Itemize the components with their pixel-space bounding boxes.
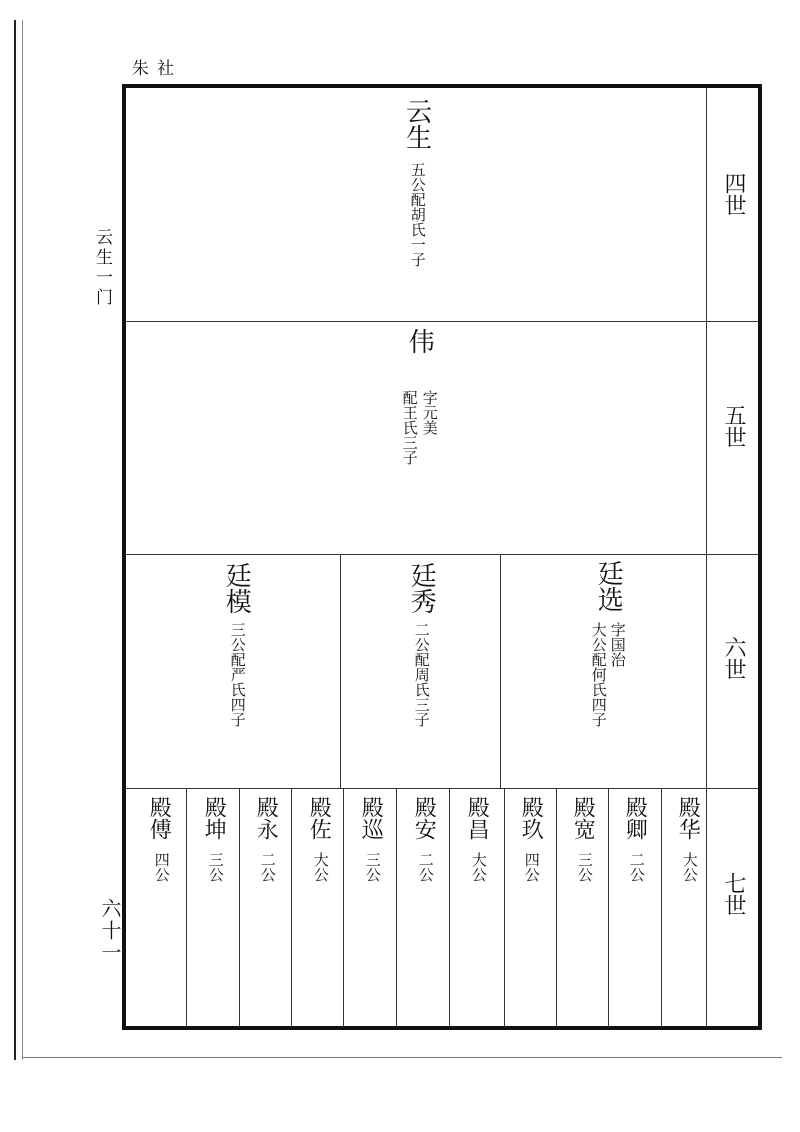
person-note: 三公 <box>575 852 594 882</box>
person-note: 四公 <box>152 852 171 882</box>
generation-label-5: 五世 <box>721 404 746 448</box>
generation-label-4: 四世 <box>721 172 746 216</box>
gen7-person-name: 殿坤 <box>201 796 227 840</box>
gen7-person-name: 殿华 <box>675 796 701 840</box>
gen7-divider <box>186 788 187 1026</box>
generation-label-6: 六世 <box>721 636 746 680</box>
person-note: 字国治 <box>608 622 627 667</box>
gen7-person-name: 殿巡 <box>358 796 384 840</box>
gen7-divider <box>239 788 240 1026</box>
generation-column-divider <box>706 88 707 1026</box>
page-number: 六十一 <box>98 898 122 964</box>
person-note: 二公配周氏三子 <box>412 622 431 727</box>
branch-side-label: 云生一门 <box>92 228 112 308</box>
gen7-person-name: 殿玖 <box>518 796 544 840</box>
person-note: 大公配何氏四子 <box>589 622 608 727</box>
gen7-person-name: 殿永 <box>253 796 279 840</box>
gen7-divider <box>661 788 662 1026</box>
gen5-person-name: 伟 <box>404 328 435 354</box>
page-bottom-edge <box>22 1057 782 1058</box>
gen7-divider <box>396 788 397 1026</box>
gen7-person-name: 殿傅 <box>146 796 172 840</box>
person-note: 大公 <box>311 852 330 882</box>
person-note: 二公 <box>258 852 277 882</box>
gen6-person-name: 廷选 <box>593 560 624 612</box>
gen7-person-name: 殿宽 <box>570 796 596 840</box>
person-note: 三公 <box>206 852 225 882</box>
row-divider-6-7 <box>126 788 758 789</box>
binding-line <box>14 20 16 1060</box>
person-note: 二公 <box>416 852 435 882</box>
gen7-divider <box>343 788 344 1026</box>
gen7-divider <box>504 788 505 1026</box>
gen7-person-name: 殿佐 <box>306 796 332 840</box>
gen7-person-name: 殿卿 <box>622 796 648 840</box>
gen7-person-name: 殿昌 <box>464 796 490 840</box>
person-note: 大公 <box>469 852 488 882</box>
row-divider-5-6 <box>126 554 758 555</box>
gen6-divider-a <box>340 554 341 788</box>
gen7-person-name: 殿安 <box>411 796 437 840</box>
binding-line-inner <box>22 20 23 1060</box>
person-note: 五公配胡氏一子 <box>408 162 427 267</box>
person-note: 配王氏三子 <box>400 390 419 465</box>
surname-header: 朱社 <box>132 59 182 79</box>
gen7-divider <box>449 788 450 1026</box>
gen6-divider-b <box>500 554 501 788</box>
person-name: 云生 <box>401 98 432 150</box>
person-note: 三公 <box>363 852 382 882</box>
gen4-entry <box>386 98 446 150</box>
gen6-person-name: 廷模 <box>221 562 252 614</box>
person-note: 四公 <box>522 852 541 882</box>
gen7-divider <box>608 788 609 1026</box>
gen7-divider <box>291 788 292 1026</box>
person-note: 三公配严氏四子 <box>228 622 247 727</box>
genealogy-table <box>122 84 762 1030</box>
person-note: 字元美 <box>420 390 439 435</box>
gen6-person-name: 廷秀 <box>406 562 437 614</box>
generation-label-7: 七世 <box>721 872 746 916</box>
row-divider-4-5 <box>126 321 758 322</box>
person-note: 二公 <box>627 852 646 882</box>
person-note: 大公 <box>680 852 699 882</box>
gen7-divider <box>556 788 557 1026</box>
